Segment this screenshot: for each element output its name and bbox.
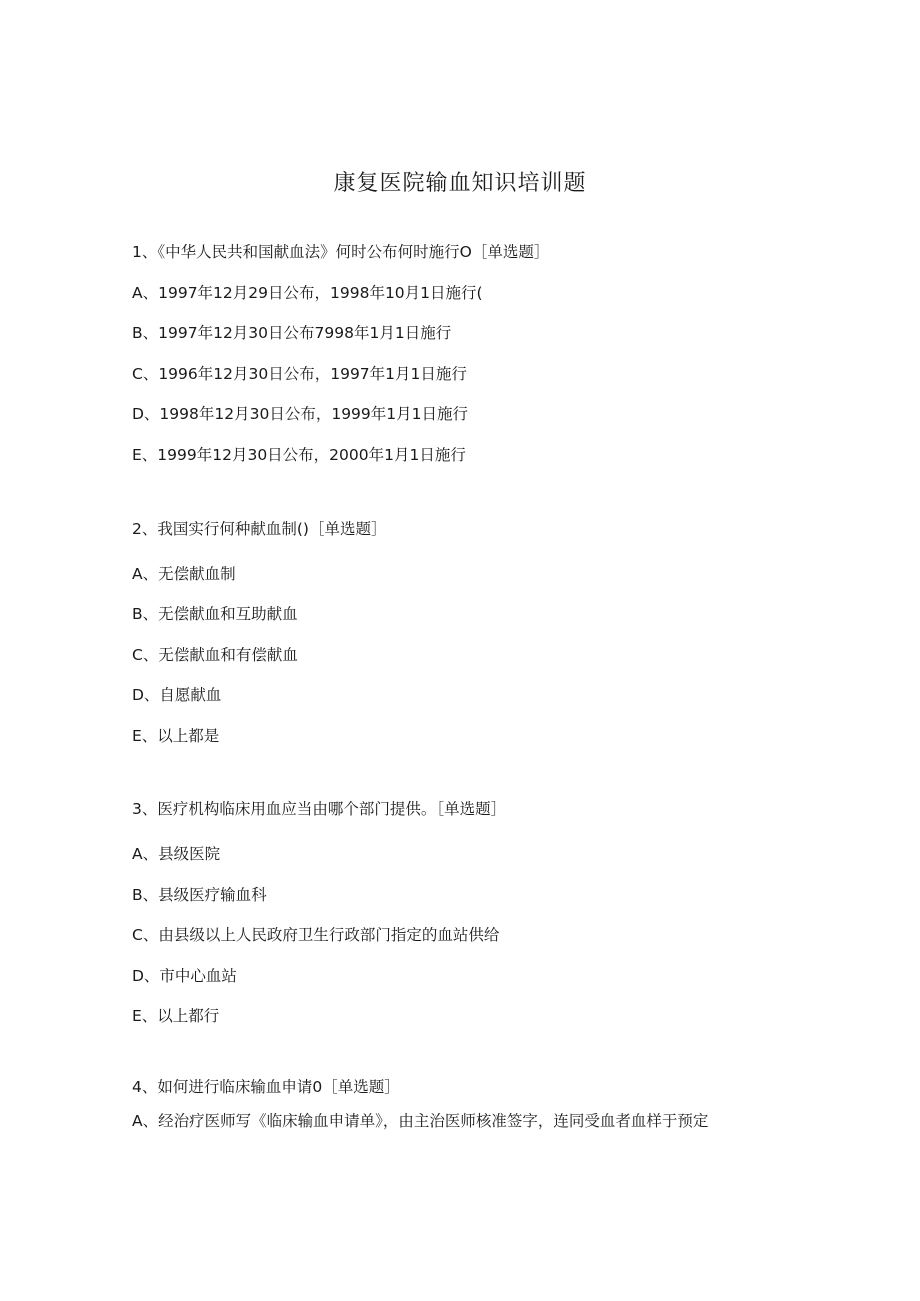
question-1-option-e: E、1999年12月30日公布，2000年1月1日施行 — [132, 446, 466, 464]
question-1-option-b: B、1997年12月30日公布7998年1月1日施行 — [132, 324, 452, 342]
question-2-stem: 2、我国实行何种献血制()［单选题］ — [132, 520, 387, 538]
question-3-option-a: A、县级医院 — [132, 845, 221, 863]
question-2-option-d: D、自愿献血 — [132, 686, 222, 704]
question-2-option-c: C、无偿献血和有偿献血 — [132, 646, 298, 664]
question-4-stem: 4、如何进行临床输血申请0［单选题］ — [132, 1078, 400, 1096]
document-title: 康复医院输血知识培训题 — [333, 171, 587, 196]
question-1-option-d: D、1998年12月30日公布，1999年1月1日施行 — [132, 405, 468, 423]
question-1-option-c: C、1996年12月30日公布，1997年1月1日施行 — [132, 365, 467, 383]
question-2-option-a: A、无偿献血制 — [132, 565, 236, 583]
question-3-option-d: D、市中心血站 — [132, 967, 237, 985]
question-3-option-b: B、县级医疗输血科 — [132, 886, 267, 904]
question-3-option-e: E、以上都行 — [132, 1007, 220, 1025]
question-2-option-b: B、无偿献血和互助献血 — [132, 605, 298, 623]
question-3-option-c: C、由县级以上人民政府卫生行政部门指定的血站供给 — [132, 926, 500, 944]
question-3-stem: 3、医疗机构临床用血应当由哪个部门提供。［单选题］ — [132, 800, 507, 818]
question-4-option-a: A、经治疗医师写《临床输血申请单》，由主治医师核准签字，连同受血者血样于预定 — [132, 1112, 709, 1130]
question-2-option-e: E、以上都是 — [132, 727, 220, 745]
question-1-option-a: A、1997年12月29日公布，1998年10月1日施行( — [132, 284, 483, 302]
question-1-stem: 1、《中华人民共和国献血法》何时公布何时施行O［单选题］ — [132, 243, 550, 261]
